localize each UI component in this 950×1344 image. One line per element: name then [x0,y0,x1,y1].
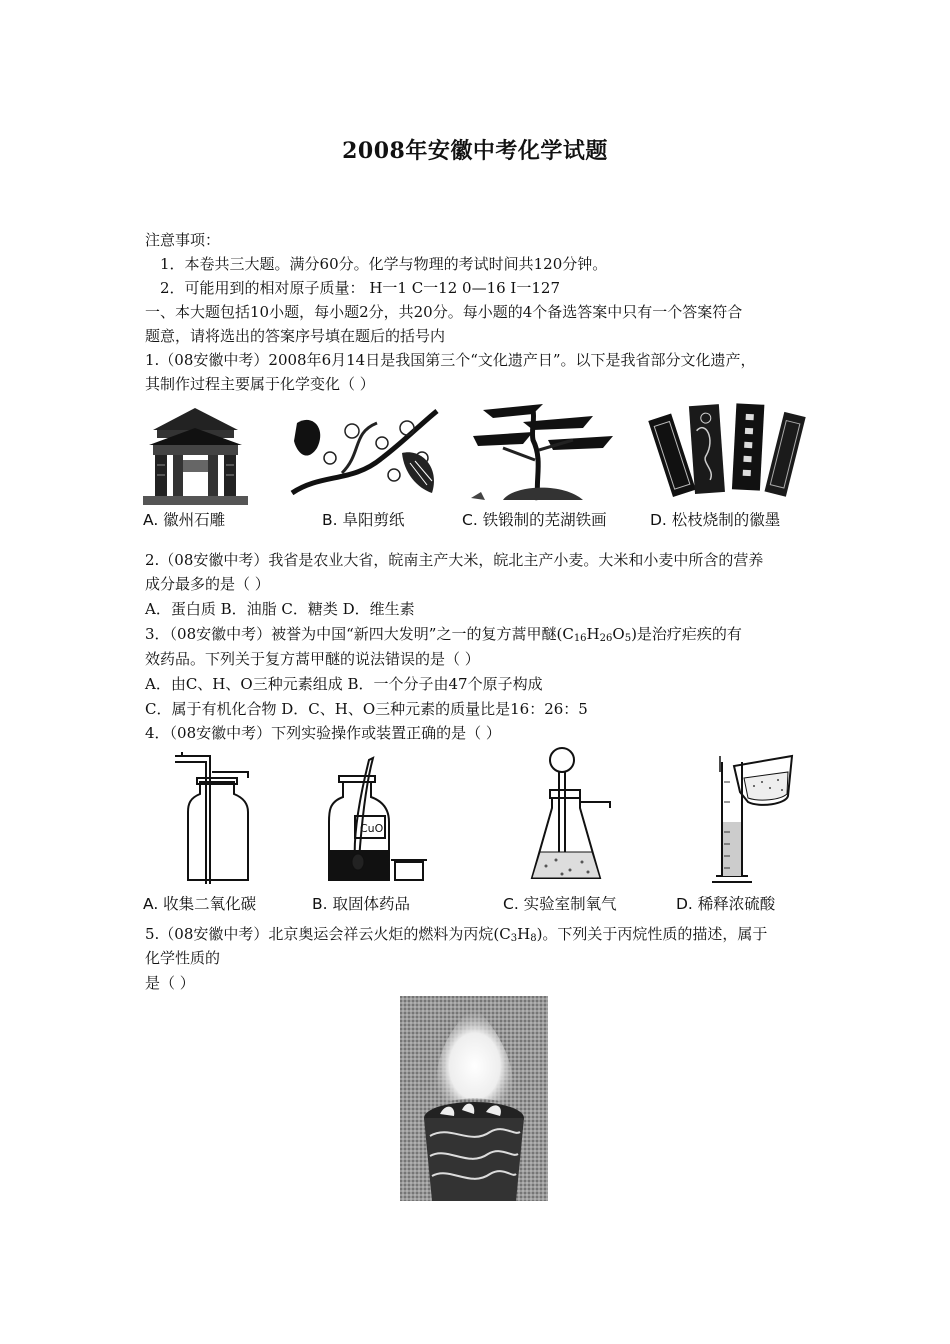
question-4-caption-d: D. 稀释浓硫酸 [676,895,776,913]
question-5-line-1 [145,922,767,951]
oxygen-subscript: 5 [624,633,632,644]
question-3-text-end: )是治疗疟疾的有 [631,625,742,643]
question-1-caption-d: D. 松枝烧制的徽墨 [650,511,781,529]
propane-carbon-subscript: 3 [510,933,518,944]
question-2-line-1: 2.（08安徽中考）我省是农业大省，皖南主产大米，皖北主产小麦。大米和小麦中所含的营养 [145,551,764,569]
question-3-options-ab: A．由C、H、O三种元素组成 B．一个分子由47个原子构成 [145,675,543,693]
notice-item-1: 1．本卷共三大题。满分60分。化学与物理的考试时间共120分钟。 [160,255,608,273]
hydrogen-symbol: H [586,625,600,643]
question-2-line-2: 成分最多的是（ ） [145,575,270,593]
oxygen-symbol: O [612,625,625,643]
stone-archway-image [143,400,248,505]
ink-stick-image [648,400,808,505]
propane-hydrogen-symbol: H [517,925,531,943]
iron-painting-image [463,400,623,505]
question-3-text-start: 3．（08安徽中考）被誉为中国“新四大发明”之一的复方蒿甲醚(C [145,625,574,643]
question-5-line-2: 化学性质的 [145,949,221,967]
section-1-instructions-line-1: 一、本大题包括10小题，每小题2分，共20分。每小题的4个备选答案中只有一个答案符合 [145,303,743,321]
section-1-instructions-line-2: 题意，请将选出的答案序号填在题后的括号内 [145,327,446,345]
propane-hydrogen-subscript: 8 [530,933,537,944]
cuo-label: CuO [360,822,384,835]
hydrogen-subscript: 26 [599,633,613,644]
olympic-torch-image [400,996,548,1201]
gas-bottle-image [170,752,260,887]
question-4-caption-b: B. 取固体药品 [312,895,410,913]
question-5-text-start: 5.（08安徽中考）北京奥运会祥云火炬的燃料为丙烷(C [145,925,511,943]
measuring-cylinder-image [700,752,800,887]
question-1-line-2: 其制作过程主要属于化学变化（ ） [145,375,375,393]
question-2-options: A．蛋白质 B．油脂 C．糖类 D．维生素 [145,600,415,618]
question-5-text-end: )。下列关于丙烷性质的描述，属于 [536,925,768,943]
notice-heading: 注意事项： [145,231,221,249]
conical-flask-image [526,742,616,887]
reagent-bottle-image [325,752,435,887]
question-3-line-2: 效药品。下列关于复方蒿甲醚的说法错误的是（ ） [145,650,480,668]
question-1-caption-c: C. 铁锻制的芜湖铁画 [462,511,607,529]
question-5-line-3: 是（ ） [145,974,195,992]
question-3-options-cd: C．属于有机化合物 D．C、H、O三种元素的质量比是16：26：5 [145,700,588,718]
question-1-caption-a: A. 徽州石雕 [143,511,226,529]
question-4-caption-c: C. 实验室制氧气 [503,895,617,913]
page-title: 2008年安徽中考化学试题 [342,138,608,164]
question-1-line-1: 1.（08安徽中考）2008年6月14日是我国第三个“文化遗产日”。以下是我省部分文化遗产， [145,351,756,369]
notice-item-2: 2．可能用到的相对原子质量： H一1 C一12 0—16 I一127 [160,279,560,297]
question-1-caption-b: B. 阜阳剪纸 [322,511,405,529]
question-4-caption-a: A. 收集二氧化碳 [143,895,257,913]
question-4-line-1: 4．（08安徽中考）下列实验操作或装置正确的是（ ） [145,724,501,742]
papercut-image [282,403,447,503]
carbon-subscript: 16 [573,633,587,644]
